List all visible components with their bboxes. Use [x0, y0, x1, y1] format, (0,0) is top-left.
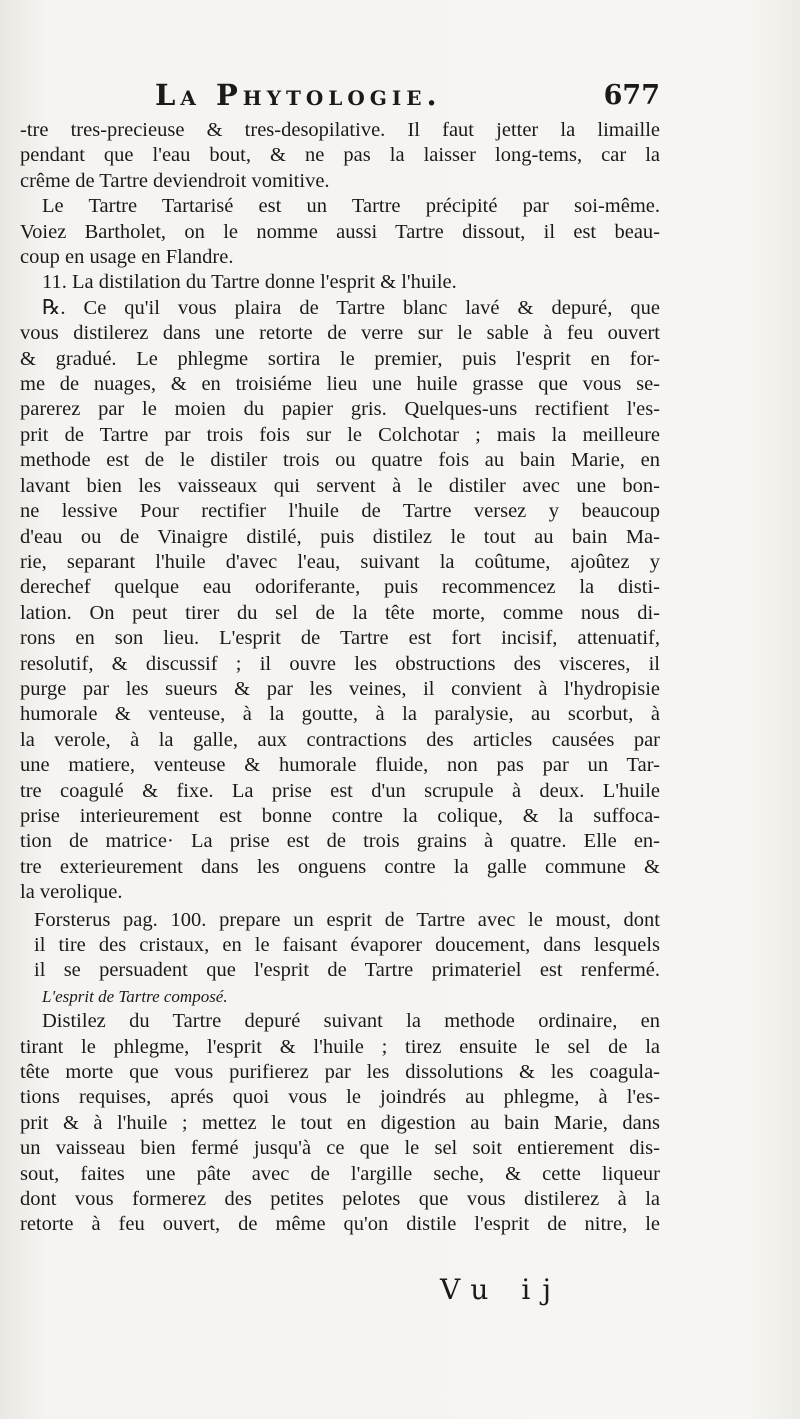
text-line: une matiere, venteuse & humorale fluide, non pas par un Tar-: [20, 754, 660, 777]
text-line: purge par les sueurs & par les veines, il convient à l'hydropisie: [20, 677, 660, 700]
text-line: ℞. Ce qu'il vous plaira de Tartre blanc lavé & depuré, que: [42, 296, 660, 319]
text-line: ne lessive Pour rectifier l'huile de Tartre versez y beaucoup: [20, 500, 660, 523]
text-line: coup en usage en Flandre.: [20, 246, 234, 269]
text-line: crême de Tartre deviendroit vomitive.: [20, 169, 330, 192]
page-body-text: [20, 118, 660, 1238]
text-line: il tire des cristaux, en le faisant évaporer doucement, dans lesquels: [34, 934, 660, 956]
text-line: un vaisseau bien fermé jusqu'à ce que le sel soit entierement dis-: [20, 1137, 660, 1160]
text-line: la verole, à la galle, aux contractions des articles causées par: [20, 728, 660, 751]
text-line: pendant que l'eau bout, & ne pas la laisser long-tems, car la: [20, 144, 660, 167]
text-line: -tre tres-precieuse & tres-desopilative. Il faut jetter la limaille: [20, 119, 660, 141]
text-line: rons en son lieu. L'esprit de Tartre est fort incisif, attenuatif,: [20, 627, 660, 650]
text-line: prit & à l'huile ; mettez le tout en digestion au bain Marie, dans: [20, 1111, 660, 1134]
text-line: rie, separant l'huile d'avec l'eau, suivant la coûtume, ajoûtez y: [20, 550, 660, 573]
text-line: tre coagulé & fixe. La prise est d'un scrupule à deux. L'huile: [20, 779, 660, 802]
text-line: Le Tartre Tartarisé est un Tartre précipité par soi-même.: [42, 195, 660, 218]
text-line: & gradué. Le phlegme sortira le premier, puis l'esprit en for-: [20, 347, 660, 370]
text-line: derechef quelque eau odoriferante, puis recommencez la disti-: [20, 576, 660, 599]
text-line: resolutif, & discussif ; il ouvre les obstructions des visceres, il: [20, 652, 660, 675]
text-line: sout, faites une pâte avec de l'argille seche, & cette liqueur: [20, 1162, 660, 1185]
text-line: prise interieurement est bonne contre la colique, & la suffoca-: [20, 804, 660, 827]
text-line: parerez par le moien du papier gris. Quelques-uns rectifient l'es-: [20, 398, 660, 421]
text-line: lation. On peut tirer du sel de la tête morte, comme nous di-: [20, 601, 660, 624]
text-line: tion de matrice· La prise est de trois grains à quatre. Elle en-: [20, 830, 660, 853]
text-line: il se persuadent que l'esprit de Tartre primateriel est renfermé.: [34, 959, 660, 982]
section-subheading: L'esprit de Tartre composé.: [42, 986, 228, 1006]
text-line: tirant le phlegme, l'esprit & l'huile ; tirez ensuite le sel de la: [20, 1035, 660, 1058]
text-line: tête morte que vous purifierez par les dissolutions & les coagula-: [20, 1061, 660, 1084]
page-number: 677: [603, 80, 660, 111]
text-line: prit de Tartre par trois fois sur le Colchotar ; mais la meilleure: [20, 423, 660, 446]
text-line: d'eau ou de Vinaigre distilé, puis distilez le tout au bain Ma-: [20, 525, 660, 548]
text-line: methode est de le distiler trois ou quatre fois au bain Marie, en: [20, 449, 660, 472]
text-line: lavant bien les vaisseaux qui servent à le distiler avec une bon-: [20, 474, 660, 497]
text-line: tions requises, aprés quoi vous le joindrés au phlegme, à l'es-: [20, 1086, 660, 1109]
page-header: [0, 78, 800, 118]
running-title: La Phytologie.: [155, 78, 442, 112]
text-line: Forsterus pag. 100. prepare un esprit de Tartre avec le moust, dont: [34, 908, 660, 931]
text-line: dont vous formerez des petites pelotes que vous distilerez à la: [20, 1188, 660, 1211]
text-line: la verolique.: [20, 881, 123, 904]
text-line: 11. La distilation du Tartre donne l'esprit & l'huile.: [42, 271, 457, 294]
text-line: Distilez du Tartre depuré suivant la methode ordinaire, en: [42, 1010, 660, 1033]
signature-mark: Vu ij: [440, 1273, 563, 1306]
text-line: humorale & venteuse, à la goutte, à la paralysie, au scorbut, à: [20, 703, 660, 726]
text-line: me de nuages, & en troisiéme lieu une huile grasse que vous se-: [20, 373, 660, 396]
text-line: Voiez Bartholet, on le nomme aussi Tartre dissout, il est beau-: [20, 220, 660, 243]
text-line: retorte à feu ouvert, de même qu'on distile l'esprit de nitre, le: [20, 1213, 660, 1236]
text-line: tre exterieurement dans les onguens contre la galle commune &: [20, 855, 660, 878]
text-line: vous distilerez dans une retorte de verre sur le sable à feu ouvert: [20, 322, 660, 345]
